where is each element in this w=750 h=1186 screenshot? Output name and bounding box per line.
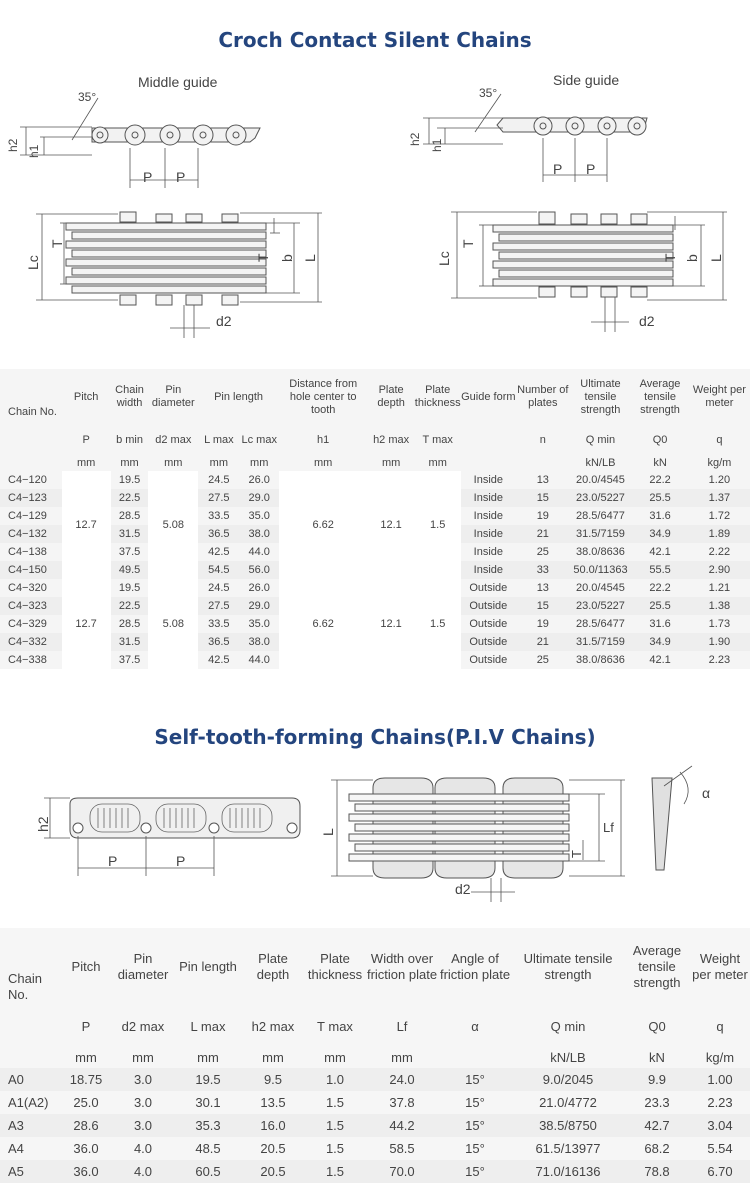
piv-col-plate-depth: Plate depth	[256, 951, 290, 982]
unit-q: kN/LB	[585, 457, 616, 469]
middle-guide-h1: h1	[27, 144, 41, 158]
ultimate-strength-cell: 50.0/11363	[573, 564, 628, 576]
ultimate-strength-cell: 38.0/8636	[575, 546, 625, 558]
piv-sym-l: L max	[190, 1018, 226, 1034]
p-cell: 36.0	[73, 1164, 99, 1179]
middle-guide-t2: T	[255, 253, 271, 262]
h2-cell: 9.5	[263, 1072, 283, 1087]
middle-guide-diagram	[0, 70, 375, 360]
sym-d2: d2 max	[155, 434, 192, 446]
col-pin-diameter: Pin diameter	[151, 384, 195, 409]
q-avg-cell: 78.8	[644, 1164, 670, 1179]
col-weight: Weight per meter	[692, 384, 746, 409]
side-guide-lc: Lc	[436, 251, 452, 266]
pin-length-lc-cell: 38.0	[248, 636, 270, 648]
piv-sym-alpha: α	[471, 1018, 479, 1034]
chain-no-cell: C4−123	[8, 492, 47, 504]
average-strength-cell: 55.5	[649, 564, 671, 576]
sym-h1: h1	[317, 434, 330, 446]
q-avg-cell: 9.9	[647, 1072, 667, 1087]
weight-cell: 1.38	[708, 600, 731, 612]
plates-cell: 21	[536, 528, 549, 540]
ultimate-strength-cell: 23.0/5227	[575, 600, 625, 612]
piv-unit-t: mm	[324, 1049, 346, 1065]
unit-h2: mm	[381, 457, 401, 469]
ultimate-strength-cell: 31.5/7159	[575, 528, 625, 540]
piv-unit-p: mm	[75, 1049, 97, 1065]
chain-no-cell: C4−132	[8, 528, 47, 540]
average-strength-cell: 42.1	[649, 654, 671, 666]
piv-unit-w: kg/m	[705, 1049, 735, 1065]
silent-chains-table-body	[0, 471, 750, 669]
t-cell: 1.0	[325, 1072, 345, 1087]
piv-sym-d2: d2 max	[121, 1018, 165, 1034]
middle-guide-caption: Middle guide	[138, 74, 218, 90]
middle-guide-lc: Lc	[25, 255, 41, 270]
pin-length-l-cell: 36.5	[208, 636, 230, 648]
guide-form-cell: Inside	[473, 510, 504, 522]
w-cell: 6.70	[707, 1164, 733, 1179]
piv-side-diagram	[0, 770, 320, 890]
d2-cell: 4.0	[133, 1141, 153, 1156]
col-chain-no: Chain No.	[8, 405, 57, 418]
piv-d2: d2	[455, 881, 471, 897]
table-row	[0, 1160, 750, 1183]
pin-length-lc-cell: 26.0	[248, 582, 270, 594]
w-cell: 2.23	[707, 1095, 733, 1110]
chain-no-cell: A1(A2)	[8, 1095, 49, 1110]
piv-unit-lf: mm	[391, 1049, 413, 1065]
table-row	[0, 471, 750, 489]
chain-width-cell: 37.5	[118, 654, 141, 666]
plate-thickness-cell: 1.5	[415, 579, 461, 669]
piv-unit-d2: mm	[132, 1049, 154, 1065]
weight-cell: 1.90	[708, 636, 731, 648]
chain-no-cell: C4−338	[8, 654, 47, 666]
piv-col-plate-thickness: Plate thickness	[307, 951, 363, 982]
piv-unit-h2: mm	[262, 1049, 284, 1065]
side-guide-angle: 35°	[479, 86, 498, 100]
l-cell: 48.5	[195, 1141, 221, 1156]
piv-angle-diagram	[640, 760, 750, 880]
table-row	[0, 1068, 750, 1091]
h2-cell: 13.5	[260, 1095, 286, 1110]
piv-col-pitch: Pitch	[71, 959, 101, 974]
weight-cell: 2.90	[708, 564, 731, 576]
average-strength-cell: 25.5	[649, 600, 671, 612]
middle-guide-l: L	[302, 254, 318, 262]
side-guide-h2: h2	[408, 132, 422, 146]
side-guide-l: L	[708, 254, 724, 262]
pin-length-lc-cell: 29.0	[248, 492, 270, 504]
average-strength-cell: 25.5	[649, 492, 671, 504]
lf-cell: 58.5	[389, 1141, 415, 1156]
piv-unit-q0: kN	[649, 1049, 665, 1065]
q-ult-cell: 61.5/13977	[535, 1141, 601, 1156]
d2-cell: 3.0	[133, 1095, 153, 1110]
lf-cell: 70.0	[389, 1164, 415, 1179]
piv-col-weight: Weight per meter	[692, 951, 748, 982]
piv-col-angle: Angle of friction plate	[439, 951, 511, 982]
piv-sym-t: T max	[317, 1018, 353, 1034]
pin-length-l-cell: 54.5	[208, 564, 230, 576]
pin-length-l-cell: 42.5	[208, 546, 230, 558]
table-row	[0, 579, 750, 597]
col-average-strength: Average tensile strength	[639, 377, 681, 416]
middle-guide-h2: h2	[6, 138, 20, 152]
ultimate-strength-cell: 28.5/6477	[575, 618, 625, 630]
chain-no-cell: C4−129	[8, 510, 47, 522]
piv-chains-table-body	[0, 1068, 750, 1183]
t-cell: 1.5	[325, 1164, 345, 1179]
q-ult-cell: 71.0/16136	[535, 1164, 601, 1179]
q-avg-cell: 23.3	[644, 1095, 670, 1110]
guide-form-cell: Outside	[469, 654, 508, 666]
side-guide-t: T	[460, 239, 476, 248]
plates-cell: 13	[536, 582, 549, 594]
q-ult-cell: 9.0/2045	[542, 1072, 594, 1087]
sym-q: Q min	[585, 434, 616, 446]
chain-no-cell: C4−120	[8, 474, 47, 486]
l-cell: 60.5	[195, 1164, 221, 1179]
chain-width-cell: 22.5	[118, 600, 141, 612]
weight-cell: 1.73	[708, 618, 731, 630]
l-cell: 19.5	[195, 1072, 221, 1087]
q-avg-cell: 68.2	[644, 1141, 670, 1156]
col-pin-length: Pin length	[214, 390, 264, 403]
q-avg-cell: 42.7	[644, 1118, 670, 1133]
lf-cell: 24.0	[389, 1072, 415, 1087]
ultimate-strength-cell: 38.0/8636	[575, 654, 625, 666]
weight-cell: 2.22	[708, 546, 731, 558]
chain-width-cell: 28.5	[118, 510, 141, 522]
pin-length-lc-cell: 44.0	[248, 654, 270, 666]
col-chain-width: Chain width	[115, 384, 144, 409]
side-guide-caption: Side guide	[553, 72, 620, 88]
piv-lf: Lf	[603, 820, 614, 835]
d2-cell: 3.0	[133, 1118, 153, 1133]
ultimate-strength-cell: 28.5/6477	[575, 510, 625, 522]
chain-no-cell: C4−150	[8, 564, 47, 576]
sym-guide	[461, 425, 516, 455]
col-plate-thickness: Plate thickness	[414, 384, 461, 409]
lf-cell: 44.2	[389, 1118, 415, 1133]
average-strength-cell: 31.6	[649, 510, 671, 522]
piv-col-width-friction: Width over friction plate	[366, 951, 438, 982]
plates-cell: 21	[536, 636, 549, 648]
guide-form-cell: Outside	[469, 600, 508, 612]
piv-t: T	[569, 850, 584, 858]
table-row	[0, 1137, 750, 1160]
piv-sym-h2: h2 max	[251, 1018, 295, 1034]
pin-length-lc-cell: 29.0	[248, 600, 270, 612]
guide-form-cell: Inside	[473, 474, 504, 486]
guide-form-cell: Inside	[473, 546, 504, 558]
chain-no-cell: A0	[8, 1072, 24, 1087]
chain-width-cell: 37.5	[118, 546, 141, 558]
h1-cell: 6.62	[279, 579, 368, 669]
section1-title: Croch Contact Silent Chains	[218, 28, 532, 52]
unit-guide	[461, 455, 516, 471]
pin-length-lc-cell: 35.0	[248, 510, 270, 522]
side-guide-p1: P	[553, 161, 563, 177]
piv-col-pin-diameter: Pin diameter	[117, 951, 169, 982]
average-strength-cell: 34.9	[649, 636, 671, 648]
ultimate-strength-cell: 20.0/4545	[575, 582, 625, 594]
middle-guide-angle: 35°	[78, 90, 97, 104]
ultimate-strength-cell: 31.5/7159	[575, 636, 625, 648]
t-cell: 1.5	[325, 1118, 345, 1133]
col-plate-depth: Plate depth	[377, 384, 405, 409]
piv-unit-q: kN/LB	[550, 1049, 586, 1065]
h2-cell: 16.0	[260, 1118, 286, 1133]
ultimate-strength-cell: 20.0/4545	[575, 474, 625, 486]
pin-diameter-cell: 5.08	[148, 471, 198, 579]
unit-weight: kg/m	[707, 457, 732, 469]
h2-cell: 20.5	[260, 1141, 286, 1156]
piv-sym-q: Q min	[550, 1018, 586, 1034]
h2-cell: 20.5	[260, 1164, 286, 1179]
w-cell: 5.54	[707, 1141, 733, 1156]
piv-p2: P	[176, 853, 186, 869]
d2-cell: 4.0	[133, 1164, 153, 1179]
d2-cell: 3.0	[133, 1072, 153, 1087]
p-cell: 18.75	[69, 1072, 103, 1087]
unit-d2: mm	[164, 457, 183, 469]
weight-cell: 2.23	[708, 654, 731, 666]
plate-depth-cell: 12.1	[367, 471, 414, 579]
pin-length-l-cell: 36.5	[208, 528, 230, 540]
pin-length-l-cell: 33.5	[208, 510, 230, 522]
piv-chains-table	[0, 928, 750, 1183]
side-guide-t2: T	[662, 253, 678, 262]
plate-thickness-cell: 1.5	[415, 471, 461, 579]
side-guide-b: b	[684, 254, 700, 262]
chain-width-cell: 49.5	[118, 564, 141, 576]
lf-cell: 37.8	[389, 1095, 415, 1110]
piv-alpha: α	[702, 785, 711, 801]
piv-top-diagram	[315, 770, 635, 905]
piv-col-ultimate: Ultimate tensile strength	[523, 951, 613, 982]
guide-form-cell: Inside	[473, 564, 504, 576]
section2-title: Self-tooth-forming Chains(P.I.V Chains)	[154, 725, 596, 749]
sym-p: P	[82, 434, 90, 446]
q-ult-cell: 21.0/4772	[539, 1095, 597, 1110]
piv-sym-p: P	[81, 1018, 91, 1034]
unit-t: mm	[428, 457, 447, 469]
col-guide-form: Guide form	[461, 390, 516, 403]
unit-l: mm	[209, 457, 228, 469]
plates-cell: 15	[536, 600, 549, 612]
col-ultimate-strength: Ultimate tensile strength	[580, 377, 621, 416]
pin-length-l-cell: 24.5	[208, 474, 230, 486]
weight-cell: 1.89	[708, 528, 731, 540]
unit-q0: kN	[653, 457, 667, 469]
sym-l: L max	[204, 434, 234, 446]
sym-weight: q	[716, 434, 723, 446]
chain-no-cell: A4	[8, 1141, 24, 1156]
chain-width-cell: 22.5	[118, 492, 141, 504]
unit-p: mm	[76, 457, 96, 469]
t-cell: 1.5	[325, 1141, 345, 1156]
l-cell: 30.1	[195, 1095, 221, 1110]
pin-length-l-cell: 42.5	[208, 654, 230, 666]
piv-sym-q0: Q0	[648, 1018, 666, 1034]
piv-unit-alpha	[438, 1046, 512, 1068]
middle-guide-t: T	[49, 239, 65, 248]
table-row	[0, 1091, 750, 1114]
chain-no-cell: C4−320	[8, 582, 47, 594]
unit-h1: mm	[314, 457, 333, 469]
average-strength-cell: 22.2	[649, 474, 671, 486]
piv-p1: P	[108, 853, 118, 869]
unit-n	[516, 455, 570, 471]
guide-form-cell: Inside	[473, 528, 504, 540]
sym-n: n	[539, 434, 546, 446]
side-guide-diagram	[375, 70, 750, 360]
chain-width-cell: 28.5	[118, 618, 141, 630]
chain-no-cell: C4−332	[8, 636, 47, 648]
unit-lc: mm	[250, 457, 269, 469]
sym-b: b min	[116, 434, 143, 446]
side-guide-h1: h1	[430, 138, 444, 152]
piv-col-chain-no: Chain No.	[8, 971, 42, 1002]
l-cell: 35.3	[195, 1118, 221, 1133]
piv-sym-w: q	[716, 1018, 724, 1034]
ultimate-strength-cell: 23.0/5227	[575, 492, 625, 504]
piv-sym-lf: Lf	[396, 1018, 408, 1034]
guide-form-cell: Outside	[469, 582, 508, 594]
chain-no-cell: A3	[8, 1118, 24, 1133]
chain-no-cell: C4−329	[8, 618, 47, 630]
t-cell: 1.5	[325, 1095, 345, 1110]
weight-cell: 1.20	[708, 474, 731, 486]
sym-h2: h2 max	[373, 434, 410, 446]
piv-unit-l: mm	[197, 1049, 219, 1065]
p-cell: 36.0	[73, 1141, 99, 1156]
piv-h2: h2	[35, 816, 51, 832]
chain-width-cell: 19.5	[118, 474, 141, 486]
plates-cell: 33	[536, 564, 549, 576]
col-number-of-plates: Number of plates	[517, 384, 569, 409]
middle-guide-p1: P	[143, 169, 153, 185]
silent-chains-table	[0, 369, 750, 669]
pin-length-lc-cell: 26.0	[248, 474, 270, 486]
pitch-cell: 12.7	[62, 471, 111, 579]
plates-cell: 25	[536, 546, 549, 558]
pin-diameter-cell: 5.08	[148, 579, 198, 669]
pin-length-lc-cell: 56.0	[248, 564, 270, 576]
unit-b: mm	[120, 457, 139, 469]
col-pitch: Pitch	[73, 390, 99, 403]
h1-cell: 6.62	[279, 471, 368, 579]
q-ult-cell: 38.5/8750	[539, 1118, 597, 1133]
pin-length-lc-cell: 35.0	[248, 618, 270, 630]
weight-cell: 1.37	[708, 492, 731, 504]
plates-cell: 13	[536, 474, 549, 486]
chain-width-cell: 31.5	[118, 528, 141, 540]
alpha-cell: 15°	[465, 1118, 485, 1133]
plates-cell: 15	[536, 492, 549, 504]
guide-form-cell: Outside	[469, 618, 508, 630]
alpha-cell: 15°	[465, 1072, 485, 1087]
chain-no-cell: C4−323	[8, 600, 47, 612]
side-guide-p2: P	[586, 161, 596, 177]
p-cell: 25.0	[73, 1095, 99, 1110]
chain-width-cell: 31.5	[118, 636, 141, 648]
piv-l: L	[320, 828, 336, 836]
chain-width-cell: 19.5	[118, 582, 141, 594]
plates-cell: 19	[536, 618, 549, 630]
chain-no-cell: C4−138	[8, 546, 47, 558]
col-distance: Distance from hole center to tooth	[289, 377, 358, 416]
sym-q0: Q0	[652, 434, 668, 446]
pin-length-l-cell: 27.5	[208, 600, 230, 612]
middle-guide-b: b	[279, 254, 295, 262]
guide-form-cell: Outside	[469, 636, 508, 648]
side-guide-d2: d2	[639, 313, 655, 329]
weight-cell: 1.21	[708, 582, 731, 594]
average-strength-cell: 42.1	[649, 546, 671, 558]
middle-guide-d2: d2	[216, 313, 232, 329]
guide-form-cell: Inside	[473, 492, 504, 504]
table-row	[0, 1114, 750, 1137]
pin-length-l-cell: 33.5	[208, 618, 230, 630]
alpha-cell: 15°	[465, 1095, 485, 1110]
pin-length-l-cell: 27.5	[208, 492, 230, 504]
w-cell: 3.04	[707, 1118, 733, 1133]
piv-col-average: Average tensile strength	[632, 943, 682, 990]
pin-length-l-cell: 24.5	[208, 582, 230, 594]
pin-length-lc-cell: 38.0	[248, 528, 270, 540]
pitch-cell: 12.7	[62, 579, 111, 669]
w-cell: 1.00	[707, 1072, 733, 1087]
average-strength-cell: 34.9	[649, 528, 671, 540]
piv-col-pin-length: Pin length	[179, 959, 237, 974]
sym-t: T max	[422, 434, 453, 446]
middle-guide-p2: P	[176, 169, 186, 185]
weight-cell: 1.72	[708, 510, 731, 522]
plates-cell: 25	[536, 654, 549, 666]
alpha-cell: 15°	[465, 1164, 485, 1179]
average-strength-cell: 22.2	[649, 582, 671, 594]
chain-no-cell: A5	[8, 1164, 24, 1179]
p-cell: 28.6	[73, 1118, 99, 1133]
pin-length-lc-cell: 44.0	[248, 546, 270, 558]
sym-lc: Lc max	[241, 434, 277, 446]
plates-cell: 19	[536, 510, 549, 522]
plate-depth-cell: 12.1	[367, 579, 414, 669]
alpha-cell: 15°	[465, 1141, 485, 1156]
average-strength-cell: 31.6	[649, 618, 671, 630]
